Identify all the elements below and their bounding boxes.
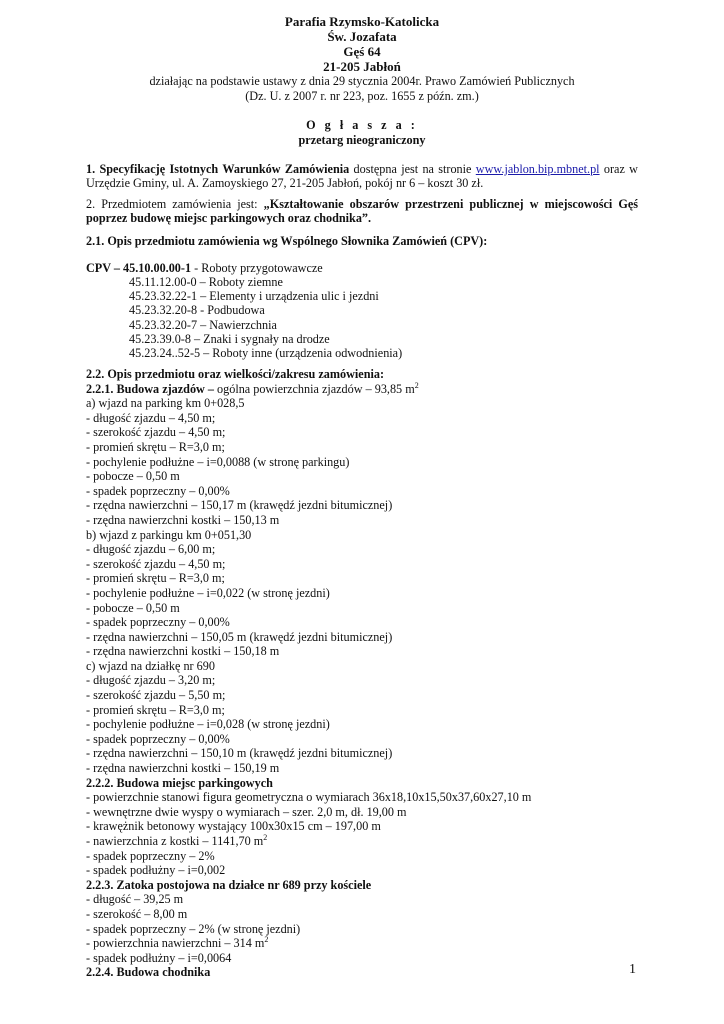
list-item: - rzędna nawierzchni kostki – 150,13 m	[86, 512, 280, 527]
list-item: - powierzchnie stanowi figura geometryczna o wymiarach 36x18,10x15,50x37,60x27,10 m	[86, 790, 532, 805]
cpv-main	[86, 261, 323, 275]
cpv-item: 45.23.32.20-7 – Nawierzchnia	[129, 317, 277, 332]
list-item: b) wjazd z parkingu km 0+051,30	[86, 527, 252, 542]
list-item: - rzędna nawierzchni kostki – 150,18 m	[86, 644, 280, 659]
list-item: - długość – 39,25 m	[86, 892, 184, 907]
cpv-list	[129, 275, 402, 360]
section-2-2	[86, 367, 646, 980]
list-item: - spadek podłużny – i=0,002	[86, 863, 226, 878]
document-header	[0, 14, 724, 103]
parish-patron: Św. Jozafata	[327, 29, 397, 44]
list-item	[86, 936, 646, 951]
list-item: - pochylenie podłużne – i=0,028 (w stronę jezdni)	[86, 717, 330, 732]
list-item: - spadek poprzeczny – 2% (w stronę jezdni)	[86, 921, 301, 936]
parish-name: Parafia Rzymsko-Katolicka	[284, 14, 440, 29]
list-item: - promień skrętu – R=3,0 m;	[86, 702, 225, 717]
superscript: 2	[263, 832, 268, 842]
list-item: - krawężnik betonowy wystający 100x30x15 cm – 197,00 m	[86, 819, 381, 834]
list-item: c) wjazd na działkę nr 690	[86, 658, 215, 673]
announcement-title: O g ł a s z a :	[306, 118, 418, 132]
page-number: 1	[629, 962, 636, 977]
section-1	[86, 162, 638, 190]
announcement	[0, 118, 724, 148]
list-item: a) wjazd na parking km 0+028,5	[86, 396, 245, 411]
list-item: - pobocze – 0,50 m	[86, 600, 180, 615]
section-2-2-1-area: ogólna powierzchnia zjazdów – 93,85 m	[217, 381, 415, 396]
list-item: - promień skrętu – R=3,0 m;	[86, 439, 225, 454]
superscript: 2	[414, 380, 419, 390]
section-2-2-2-heading: 2.2.2. Budowa miejsc parkingowych	[86, 775, 273, 790]
section-2-prefix: 2. Przedmiotem zamówienia jest:	[86, 197, 264, 211]
list-item: - spadek poprzeczny – 0,00%	[86, 731, 230, 746]
section-2	[86, 197, 638, 225]
legal-reference: (Dz. U. z 2007 r. nr 223, poz. 1655 z późn. zm.)	[245, 88, 479, 103]
parking-area-text: - nawierzchnia z kostki – 1141,70 m	[86, 834, 264, 848]
parish-address-line: Gęś 64	[343, 44, 381, 59]
bay-area-text: - powierzchnia nawierzchni – 314 m	[86, 936, 265, 951]
list-item: - spadek poprzeczny – 0,00%	[86, 615, 230, 630]
cpv-item: 45.23.39.0-8 – Znaki i sygnały na drodze	[129, 331, 330, 346]
list-item: - spadek poprzeczny – 2%	[86, 848, 215, 863]
section-2-1-heading: 2.1. Opis przedmiotu zamówienia wg Wspólnego Słownika Zamówień (CPV):	[86, 234, 488, 248]
list-item: - szerokość – 8,00 m	[86, 906, 188, 921]
cpv-item: 45.23.32.20-8 - Podbudowa	[129, 303, 265, 318]
list-item: - wewnętrzne dwie wyspy o wymiarach – szer. 2,0 m, dł. 19,00 m	[86, 804, 407, 819]
list-item: - rzędna nawierzchni kostki – 150,19 m	[86, 761, 280, 776]
section-2-2-1-heading: 2.2.1. Budowa zjazdów –	[86, 381, 218, 396]
list-item: - spadek podłużny – i=0,0064	[86, 950, 232, 965]
list-item: - pobocze – 0,50 m	[86, 469, 180, 484]
cpv-item: 45.11.12.00-0 – Roboty ziemne	[129, 275, 283, 289]
section-1-text: dostępna jest na stronie	[349, 162, 476, 176]
cpv-item: 45.23.24..52-5 – Roboty inne (urządzenia odwodnienia)	[129, 345, 403, 360]
list-item: - spadek poprzeczny – 0,00%	[86, 483, 230, 498]
list-item: - pochylenie podłużne – i=0,0088 (w stronę parkingu)	[86, 454, 350, 469]
list-item: - szerokość zjazdu – 5,50 m;	[86, 688, 226, 703]
cpv-main-description: - Roboty przygotowawcze	[191, 261, 323, 275]
section-2-2-3-heading: 2.2.3. Zatoka postojowa na działce nr 689 przy kościele	[86, 877, 372, 892]
list-item: - rzędna nawierzchni – 150,10 m (krawędź jezdni bitumicznej)	[86, 746, 393, 761]
parish-postal-code: 21-205 Jabłoń	[323, 59, 401, 74]
bip-website-link[interactable]: www.jablon.bip.mbnet.pl	[475, 162, 600, 176]
list-item: - długość zjazdu – 4,50 m;	[86, 410, 216, 425]
list-item: - szerokość zjazdu – 4,50 m;	[86, 425, 226, 440]
announcement-subtitle: przetarg nieograniczony	[298, 133, 426, 147]
superscript: 2	[264, 935, 269, 945]
list-item: - długość zjazdu – 6,00 m;	[86, 542, 216, 557]
section-2-subject: „Kształtowanie obszarów przestrzeni publicznej w miejscowości Gęś poprzez budowę miejsc parkingowych oraz chodnika”.	[86, 197, 638, 226]
list-item	[86, 834, 646, 849]
cpv-main-code: CPV – 45.10.00.00-1	[86, 261, 192, 275]
list-item: - długość zjazdu – 3,20 m;	[86, 673, 216, 688]
list-item: - promień skrętu – R=3,0 m;	[86, 571, 225, 586]
section-2-2-1-line	[86, 382, 646, 397]
section-2-2-4-heading: 2.2.4. Budowa chodnika	[86, 965, 211, 980]
section-1-text-continued: oraz w Urzędzie Gminy, ul. A. Zamoyskiego 27, 21-205 Jabłoń, pokój nr 6 – koszt 30 zł.	[86, 162, 638, 191]
section-2-2-heading: 2.2. Opis przedmiotu oraz wielkości/zakresu zamówienia:	[86, 367, 385, 381]
section-1-heading: 1. Specyfikację Istotnych Warunków Zamówienia	[86, 162, 350, 176]
legal-basis: działając na podstawie ustawy z dnia 29 stycznia 2004r. Prawo Zamówień Publicznych	[149, 74, 575, 88]
list-item: - rzędna nawierzchni – 150,05 m (krawędź jezdni bitumicznej)	[86, 629, 393, 644]
list-item: - rzędna nawierzchni – 150,17 m (krawędź jezdni bitumicznej)	[86, 498, 393, 513]
cpv-item: 45.23.32.22-1 – Elementy i urządzenia ulic i jezdni	[129, 289, 379, 304]
list-item: - szerokość zjazdu – 4,50 m;	[86, 556, 226, 571]
list-item: - pochylenie podłużne – i=0,022 (w stronę jezdni)	[86, 585, 330, 600]
